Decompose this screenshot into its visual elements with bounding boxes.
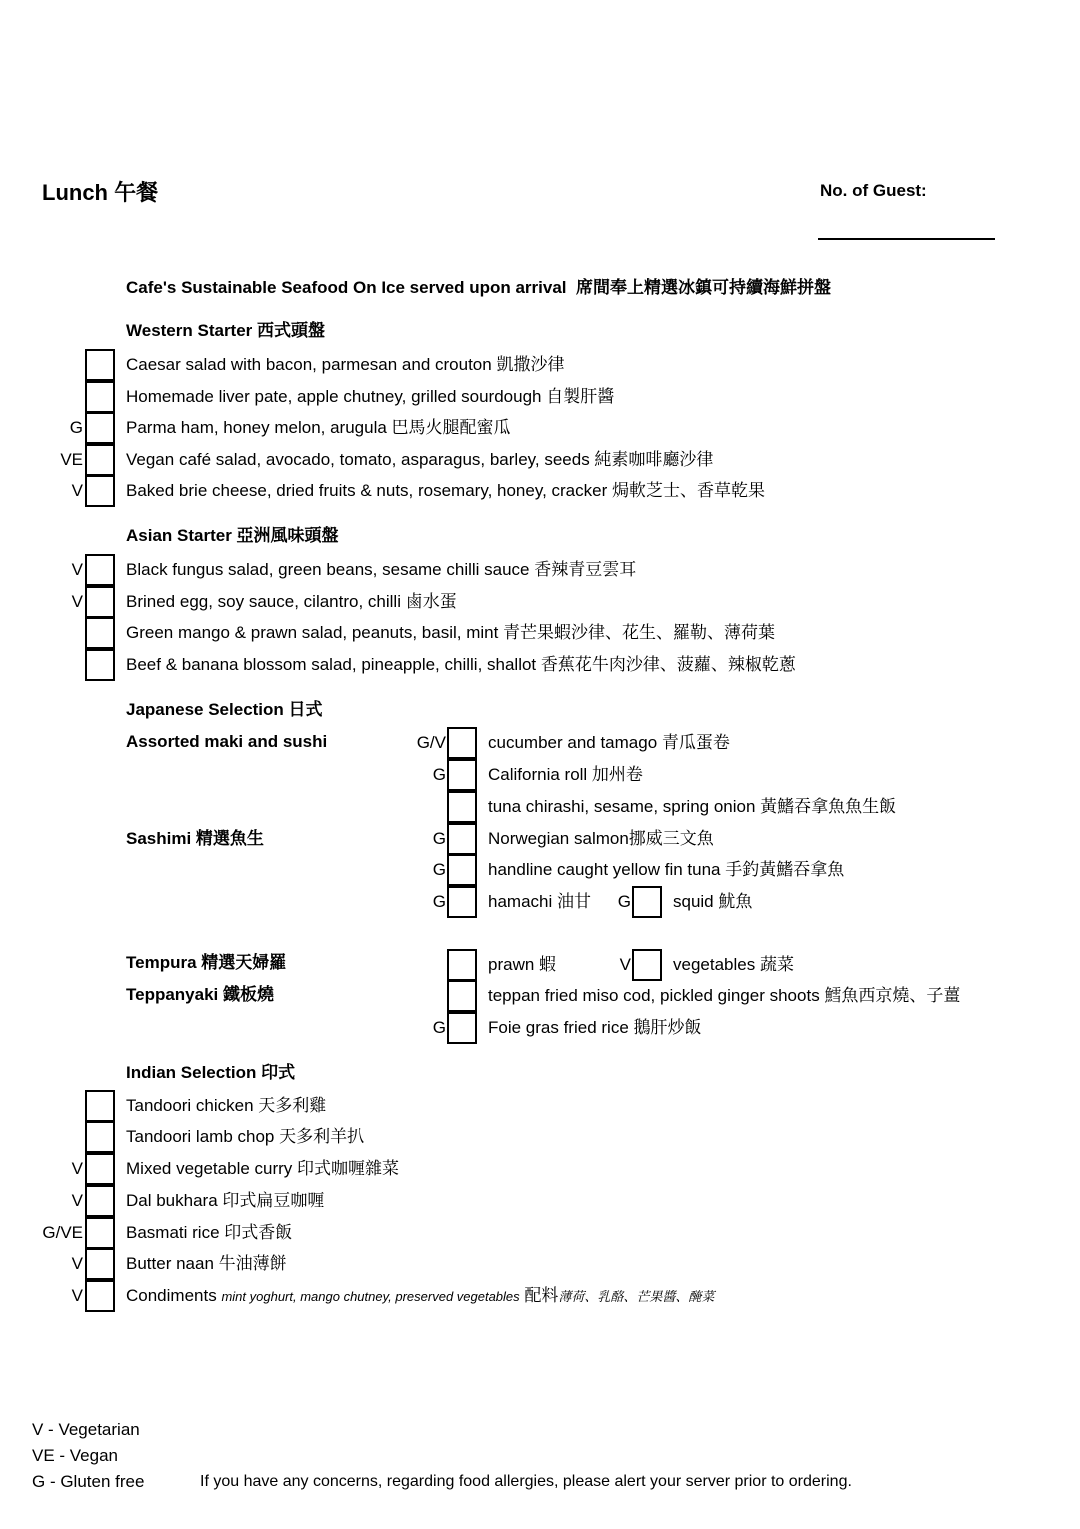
seafood-banner: Cafe's Sustainable Seafood On Ice served upon arrival 席間奉上精選冰鎮可持續海鮮拼盤 (126, 278, 831, 297)
item-label: teppan fried miso cod, pickled ginger shoots 鱈魚西京燒、子薑 (488, 986, 961, 1005)
condiments-label (126, 1280, 714, 1312)
item-checkbox[interactable] (632, 886, 662, 918)
menu-item (0, 791, 1080, 823)
menu-item (0, 1121, 1080, 1153)
condiments-title: Condiments (126, 1286, 217, 1305)
menu-item (0, 554, 1080, 586)
item-label: California roll 加州卷 (488, 765, 643, 784)
diet-tag: G/VE (42, 1223, 83, 1242)
diet-tag: V (71, 481, 83, 500)
item-checkbox[interactable] (85, 1280, 115, 1312)
menu-item (0, 759, 1080, 791)
diet-tag: V (71, 1191, 83, 1210)
item-label: Mixed vegetable curry 印式咖喱雜菜 (126, 1159, 400, 1178)
item-checkbox[interactable] (85, 349, 115, 381)
item-label: Basmati rice 印式香飯 (126, 1223, 293, 1242)
item-label: squid 魷魚 (673, 892, 753, 911)
tempura-heading: Tempura 精選天婦羅 (126, 953, 287, 972)
menu-item (0, 1280, 1080, 1312)
menu-item (0, 381, 1080, 413)
diet-tag: G (432, 829, 446, 848)
diet-tag: G (432, 892, 446, 911)
diet-tag: VE (60, 450, 83, 469)
menu-item (0, 1248, 1080, 1280)
item-checkbox[interactable] (85, 444, 115, 476)
item-checkbox[interactable] (447, 980, 477, 1012)
diet-tag: V (71, 1286, 83, 1305)
guest-count-label: No. of Guest: (820, 181, 927, 200)
item-label: Caesar salad with bacon, parmesan and crouton 凱撒沙律 (126, 355, 565, 374)
item-label: Vegan café salad, avocado, tomato, asparagus, barley, seeds 純素咖啡廳沙律 (126, 450, 714, 469)
item-checkbox[interactable] (85, 554, 115, 586)
condiments-title-zh: 配料 (524, 1286, 559, 1305)
diet-tag: G (617, 892, 631, 911)
menu-item (0, 475, 1080, 507)
menu-item (0, 586, 1080, 618)
item-checkbox[interactable] (447, 854, 477, 886)
menu-item (0, 1153, 1080, 1185)
menu-item (0, 823, 1080, 855)
maki-sushi-heading: Assorted maki and sushi (126, 732, 328, 751)
item-checkbox[interactable] (447, 727, 477, 759)
item-checkbox[interactable] (85, 1090, 115, 1122)
guest-count-field[interactable] (818, 238, 995, 240)
diet-tag: G (69, 418, 83, 437)
page-title: Lunch 午餐 (42, 180, 159, 205)
diet-tag: G (432, 860, 446, 879)
item-label: Green mango & prawn salad, peanuts, basil, mint 青芒果蝦沙律、花生、羅勒、薄荷葉 (126, 623, 776, 642)
diet-tag: V (71, 1159, 83, 1178)
legend-vegan: VE - Vegan (32, 1446, 119, 1465)
item-label: Baked brie cheese, dried fruits & nuts, rosemary, honey, cracker 焗軟芝士、香草乾果 (126, 481, 765, 500)
menu-item (0, 727, 1080, 759)
item-checkbox[interactable] (85, 586, 115, 618)
item-checkbox[interactable] (85, 1217, 115, 1249)
item-label: vegetables 蔬菜 (673, 955, 794, 974)
item-checkbox[interactable] (85, 1121, 115, 1153)
diet-tag: V (71, 592, 83, 611)
item-checkbox[interactable] (85, 381, 115, 413)
item-label: Dal bukhara 印式扁豆咖喱 (126, 1191, 325, 1210)
western-starter-heading: Western Starter 西式頭盤 (126, 321, 326, 340)
menu-item (0, 649, 1080, 681)
diet-tag: G (432, 1018, 446, 1037)
item-label: hamachi 油甘 (488, 892, 591, 911)
item-checkbox[interactable] (85, 1153, 115, 1185)
allergy-note: If you have any concerns, regarding food allergies, please alert your server prior to ordering. (200, 1473, 852, 1490)
condiments-note-zh: 薄荷、乳酪、芒果醬、醃菜 (558, 1289, 715, 1304)
menu-item (0, 617, 1080, 649)
item-checkbox[interactable] (85, 649, 115, 681)
menu-item (0, 412, 1080, 444)
item-checkbox[interactable] (85, 475, 115, 507)
item-checkbox[interactable] (447, 1012, 477, 1044)
diet-tag: G (432, 765, 446, 784)
legend-vegetarian: V - Vegetarian (32, 1420, 140, 1439)
item-checkbox[interactable] (447, 759, 477, 791)
item-label: Butter naan 牛油薄餅 (126, 1254, 287, 1273)
item-label: cucumber and tamago 青瓜蛋卷 (488, 733, 730, 752)
item-label: prawn 蝦 (488, 955, 557, 974)
teppanyaki-heading: Teppanyaki 鐵板燒 (126, 985, 274, 1004)
diet-tag: G/V (416, 733, 446, 752)
menu-item (0, 949, 1080, 981)
diet-tag: V (71, 560, 83, 579)
menu-item (0, 886, 1080, 918)
item-label: Foie gras fried rice 鵝肝炒飯 (488, 1018, 702, 1037)
item-checkbox[interactable] (447, 949, 477, 981)
item-checkbox[interactable] (447, 886, 477, 918)
item-label: Homemade liver pate, apple chutney, grilled sourdough 自製肝醬 (126, 387, 615, 406)
item-checkbox[interactable] (447, 791, 477, 823)
item-label: Tandoori lamb chop 天多利羊扒 (126, 1127, 365, 1146)
menu-item (0, 1185, 1080, 1217)
diet-tag: V (619, 955, 631, 974)
legend-gluten-free: G - Gluten free (32, 1472, 145, 1491)
item-checkbox[interactable] (447, 823, 477, 855)
menu-item (0, 854, 1080, 886)
indian-selection-heading: Indian Selection 印式 (126, 1063, 296, 1082)
menu-item (0, 980, 1080, 1012)
item-label: Tandoori chicken 天多利雞 (126, 1096, 327, 1115)
diet-tag: V (71, 1254, 83, 1273)
item-label: Beef & banana blossom salad, pineapple, chilli, shallot 香蕉花牛肉沙律、菠蘿、辣椒乾蔥 (126, 655, 796, 674)
menu-item (0, 349, 1080, 381)
item-label: Norwegian salmon挪威三文魚 (488, 829, 714, 848)
item-checkbox[interactable] (85, 412, 115, 444)
item-checkbox[interactable] (85, 1248, 115, 1280)
item-checkbox[interactable] (632, 949, 662, 981)
item-checkbox[interactable] (85, 617, 115, 649)
menu-item (0, 1217, 1080, 1249)
sashimi-heading: Sashimi 精選魚生 (126, 829, 264, 848)
item-label: handline caught yellow fin tuna 手釣黃鰭吞拿魚 (488, 860, 845, 879)
menu-item (0, 1012, 1080, 1044)
menu-item (0, 1090, 1080, 1122)
item-checkbox[interactable] (85, 1185, 115, 1217)
japanese-selection-heading: Japanese Selection 日式 (126, 700, 323, 719)
condiments-note: mint yoghurt, mango chutney, preserved vegetables (221, 1289, 520, 1304)
asian-starter-heading: Asian Starter 亞洲風味頭盤 (126, 526, 339, 545)
menu-item (0, 444, 1080, 476)
item-label: Black fungus salad, green beans, sesame chilli sauce 香辣青豆雲耳 (126, 560, 637, 579)
item-label: Parma ham, honey melon, arugula 巴馬火腿配蜜瓜 (126, 418, 511, 437)
item-label: Brined egg, soy sauce, cilantro, chilli 鹵水蛋 (126, 592, 457, 611)
item-label: tuna chirashi, sesame, spring onion 黃鰭吞拿魚魚生飯 (488, 797, 897, 816)
